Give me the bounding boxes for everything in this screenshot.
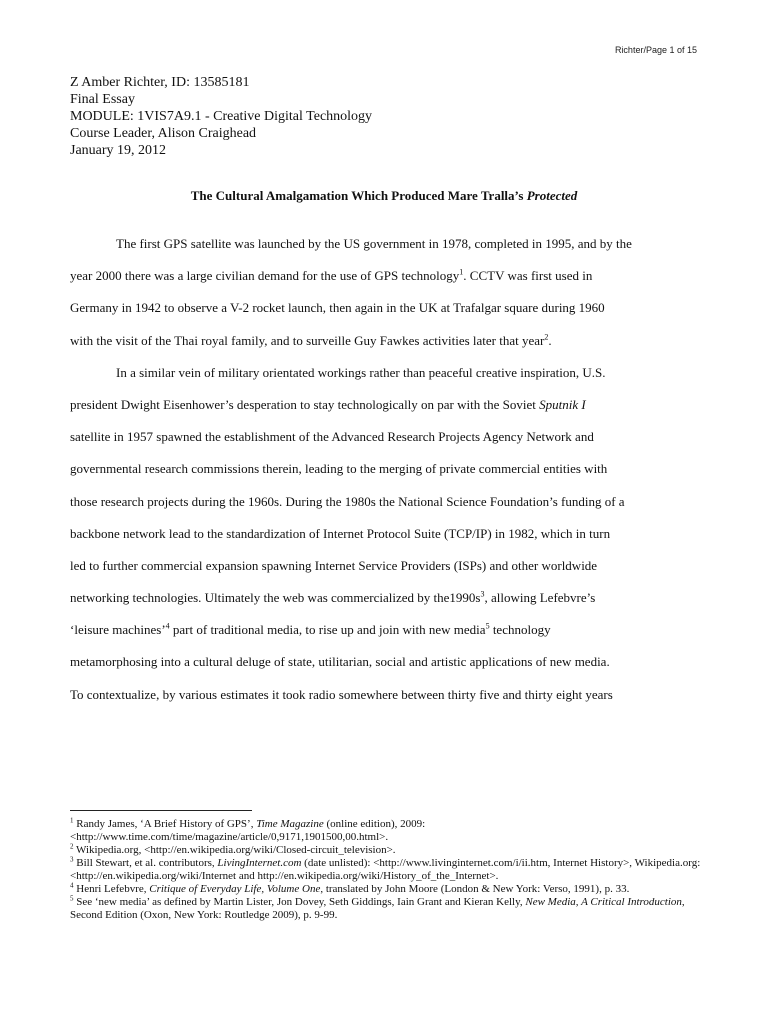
footnote-4 bbox=[70, 883, 710, 896]
paragraph-line: governmental research commissions therein, leading to the merging of private commercial entities with bbox=[70, 461, 608, 477]
date-line: January 19, 2012 bbox=[70, 143, 167, 158]
paragraph-line: satellite in 1957 spawned the establishment of the Advanced Research Projects Agency Network and bbox=[70, 429, 594, 445]
paragraph-line bbox=[70, 330, 700, 362]
line-text: part of traditional media, to rise up and join with new media bbox=[169, 622, 486, 638]
footnote-text: Randy James, ‘A Brief History of GPS’, bbox=[73, 818, 257, 830]
paragraph-line bbox=[70, 587, 700, 619]
footnote-text: , Second Edition (Oxon, New York: Routledge 2009), p. 9-99. bbox=[70, 896, 685, 921]
paragraph-line: metamorphosing into a cultural deluge of state, utilitarian, social and artistic applications of new media. bbox=[70, 654, 610, 670]
footnote-text: (date unlisted): <http://www.livinginternet.com/i/ii.htm, Internet History>, Wikipedia.org: <http://en.wikipedia.org/wiki/Internet and http://en.wikipedia.org/wiki/History_of_the_Internet>. bbox=[70, 857, 701, 882]
footnote-2 bbox=[70, 844, 710, 857]
footnote-italic: New Media, A Critical Introduction bbox=[525, 896, 682, 908]
line-italic: Sputnik I bbox=[539, 396, 586, 412]
footnote-number: 4 bbox=[70, 881, 74, 890]
footnote-text: , translated by John Moore (London & New York: Verso, 1991), p. 33. bbox=[320, 883, 630, 895]
footnote-1 bbox=[70, 818, 710, 844]
footnote-5 bbox=[70, 896, 710, 922]
line-text: with the visit of the Thai royal family, and to surveille Guy Fawkes activities later that year bbox=[70, 332, 545, 348]
paragraph-line bbox=[70, 265, 700, 297]
footnote-number: 2 bbox=[70, 842, 74, 851]
document-type: Final Essay bbox=[70, 92, 135, 107]
paragraph-line bbox=[70, 619, 700, 651]
line-text: technology bbox=[489, 622, 551, 638]
paragraph-line: those research projects during the 1960s. During the 1980s the National Science Foundation’s funding of a bbox=[70, 493, 625, 509]
footnote-text: Wikipedia.org, <http://en.wikipedia.org/wiki/Closed-circuit_television>. bbox=[73, 844, 396, 856]
footnote-3 bbox=[70, 857, 710, 883]
line-text: , allowing Lefebvre’s bbox=[484, 590, 596, 606]
paragraph-line: In a similar vein of military orientated workings rather than peaceful creative inspiration, U.S. bbox=[116, 364, 606, 380]
footnote-italic: LivingInternet.com bbox=[217, 857, 302, 869]
line-text: president Dwight Eisenhower’s desperation to stay technologically on par with the Soviet bbox=[70, 396, 540, 412]
title-italic: Protected bbox=[526, 188, 578, 203]
footnote-number: 1 bbox=[70, 816, 74, 825]
footnote-separator bbox=[70, 810, 252, 811]
line-text: . CCTV was first used in bbox=[463, 268, 593, 284]
essay-metadata bbox=[70, 74, 372, 159]
footnotes bbox=[70, 818, 710, 922]
paragraph-line: backbone network lead to the standardization of Internet Protocol Suite (TCP/IP) in 1982, which in turn bbox=[70, 525, 611, 541]
footnote-text: (online edition), 2009: <http://www.time.com/time/magazine/article/0,9171,1901500,00.html>. bbox=[70, 818, 426, 843]
footnote-text: Henri Lefebvre, bbox=[73, 883, 150, 895]
footnote-italic: Time Magazine bbox=[256, 818, 324, 830]
essay-body bbox=[70, 233, 700, 716]
footnote-number: 5 bbox=[70, 894, 74, 903]
line-text: ‘leisure machines’ bbox=[70, 622, 166, 638]
paragraph-line: led to further commercial expansion spawning Internet Service Providers (ISPs) and other worldwide bbox=[70, 557, 598, 573]
paragraph-line bbox=[70, 394, 700, 426]
paragraph-line: The first GPS satellite was launched by the US government in 1978, completed in 1995, and by the bbox=[116, 236, 632, 251]
line-text: networking technologies. Ultimately the web was commercialized by the1990s bbox=[70, 590, 481, 606]
footnote-ref[interactable]: 5 bbox=[485, 621, 490, 631]
essay-title bbox=[0, 188, 768, 204]
course-leader-line: Course Leader, Alison Craighead bbox=[70, 126, 257, 141]
footnote-text: Bill Stewart, et al. contributors, bbox=[73, 857, 218, 869]
footnote-text: See ‘new media’ as defined by Martin Lister, Jon Dovey, Seth Giddings, Iain Grant and Kieran Kelly, bbox=[73, 896, 526, 908]
line-text: year 2000 there was a large civilian demand for the use of GPS technology bbox=[70, 268, 460, 284]
page-header: Richter/Page 1 of 15 bbox=[614, 45, 697, 55]
module-line: MODULE: 1VIS7A9.1 - Creative Digital Technology bbox=[70, 109, 373, 124]
footnote-number: 3 bbox=[70, 855, 74, 864]
author-line: Z Amber Richter, ID: 13585181 bbox=[70, 75, 250, 90]
footnote-italic: Critique of Everyday Life, Volume One bbox=[149, 883, 321, 895]
footnote-ref[interactable]: 2 bbox=[544, 332, 549, 342]
title-main: The Cultural Amalgamation Which Produced Mare Tralla’s bbox=[190, 188, 527, 203]
footnote-ref[interactable]: 1 bbox=[459, 267, 464, 277]
footnote-ref[interactable]: 4 bbox=[165, 621, 170, 631]
paragraph-line: To contextualize, by various estimates it took radio somewhere between thirty five and thirty eight years bbox=[70, 686, 613, 702]
footnote-ref[interactable]: 3 bbox=[480, 589, 485, 599]
line-text: . bbox=[548, 332, 552, 348]
paragraph-line: Germany in 1942 to observe a V-2 rocket launch, then again in the UK at Trafalgar square during 1960 bbox=[70, 300, 605, 316]
